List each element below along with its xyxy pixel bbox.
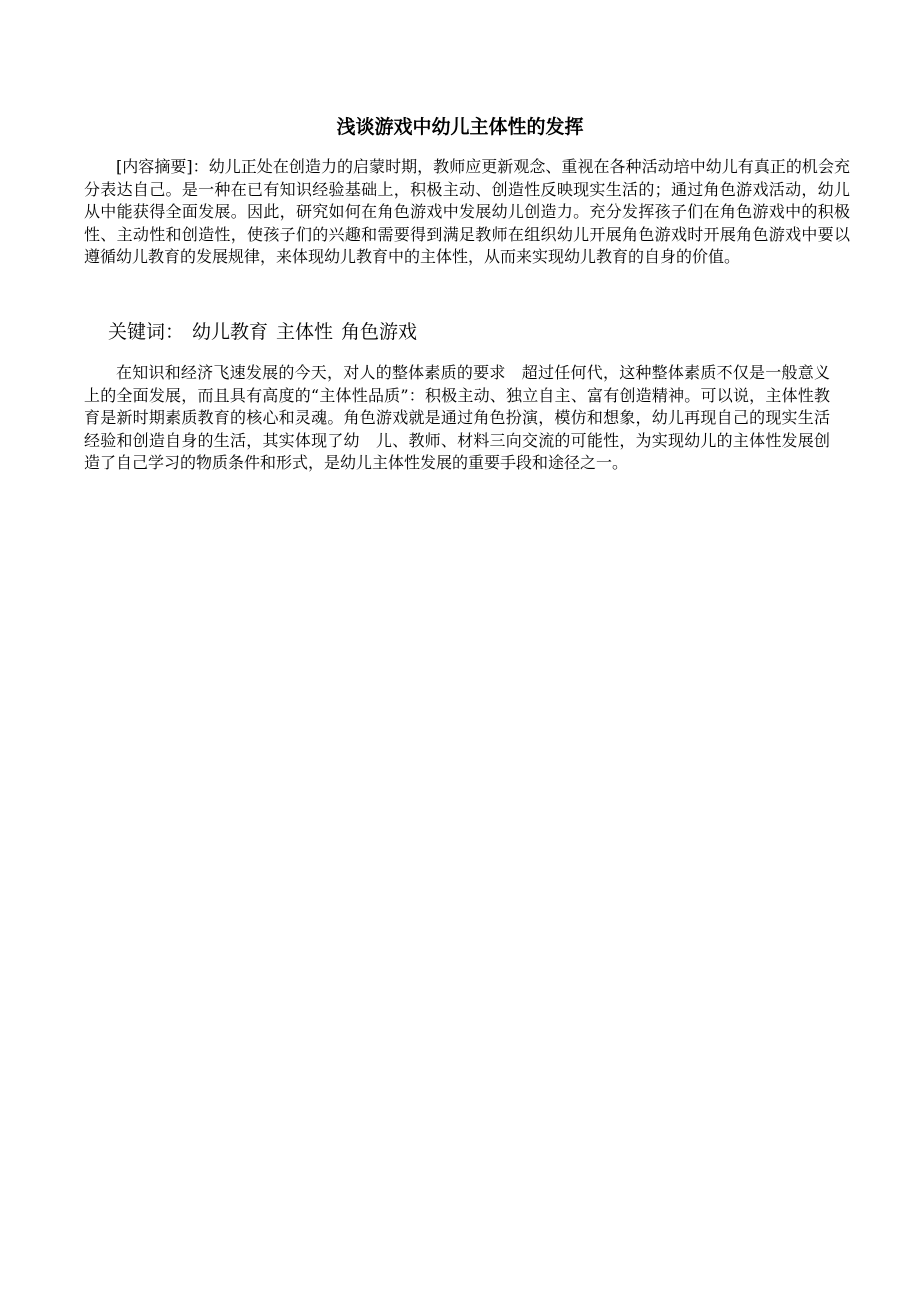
body-paragraph: 在知识和经济飞速发展的今天，对人的整体素质的要求 超过任何代，这种整体素质不仅是一般意义上的全面发展，而且具有高度的“主体性品质”：积极主动、独立自主、富有创造精神。可以说，主体性教育是新时期素质教育的核心和灵魂。角色游戏就是通过角色扮演，模仿和想象，幼儿再现自己的现实生活经验和创造自身的生活，其实体现了幼 儿、教师、材料三向交流的可能性，为实现幼儿的主体性发展创造了自己学习的物质条件和形式，是幼儿主体性发展的重要手段和途径之一。 [84, 363, 830, 473]
abstract-paragraph: [内容摘要]：幼儿正处在创造力的启蒙时期，教师应更新观念、重视在各种活动培中幼儿有真正的机会充分表达自己。是一种在已有知识经验基础上，积极主动、创造性反映现实生活的；通过角色游戏活动，幼儿从中能获得全面发展。因此，研究如何在角色游戏中发展幼儿创造力。充分发挥孩子们在角色游戏中的积极性、主动性和创造性，使孩子们的兴趣和需要得到满足教师在组织幼儿开展角色游戏时开展角色游戏中要以遵循幼儿教育的发展规律，来体现幼儿教育中的主体性，从而来实现幼儿教育的自身的价值。 [84, 157, 850, 267]
keyword-item: 主体性 [276, 321, 334, 343]
keyword-item: 幼儿教育 [192, 321, 269, 343]
document-title: 浅谈游戏中幼儿主体性的发挥 [336, 116, 584, 138]
keywords-label: 关键词： [108, 321, 185, 343]
keyword-item: 角色游戏 [341, 321, 418, 343]
keywords-line [108, 318, 425, 346]
